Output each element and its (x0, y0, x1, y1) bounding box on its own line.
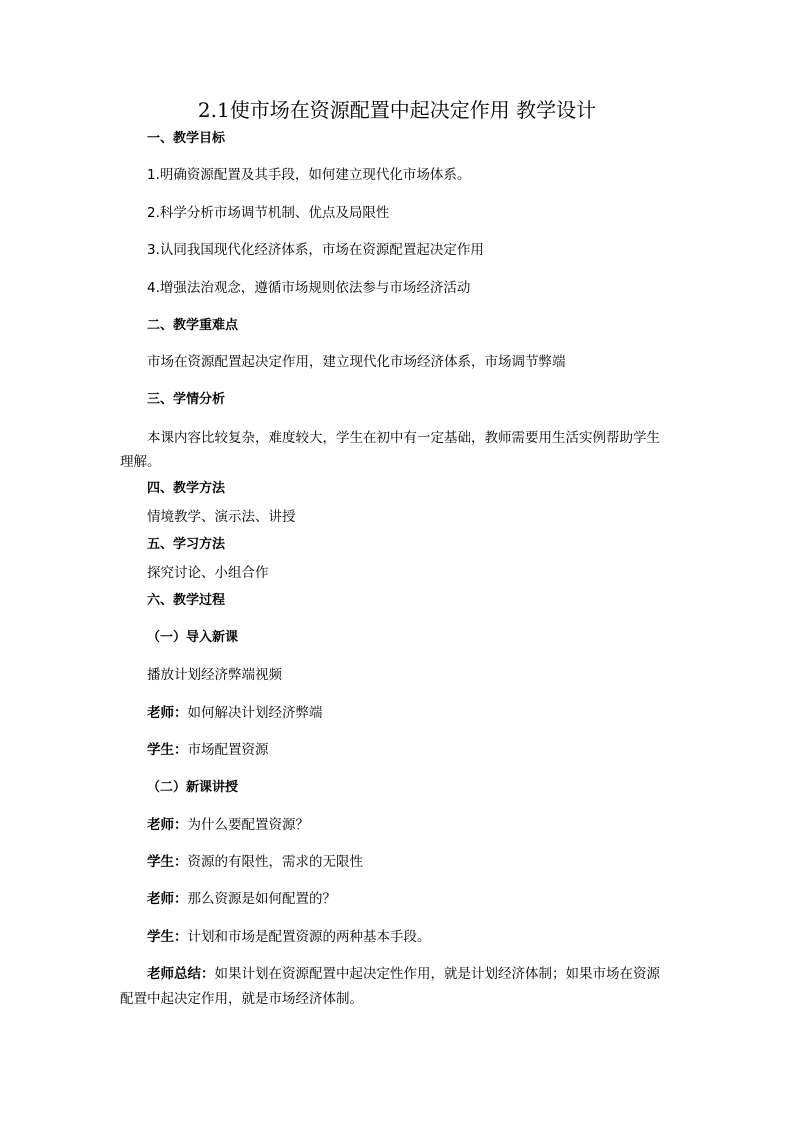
speaker-label: 学生： (147, 742, 188, 758)
summary-line-2: 配置中起决定作用，就是市场经济体制。 (120, 991, 363, 1007)
dialogue-line (147, 854, 363, 870)
objective-4: 4.增强法治观念，遵循市场规则依法参与市场经济活动 (147, 280, 471, 296)
teaching-methods-text: 情境教学、演示法、讲授 (147, 509, 296, 525)
student-analysis-line-1: 本课内容比较复杂，难度较大，学生在初中有一定基础，教师需要用生活实例帮助学生 (147, 430, 660, 446)
objective-2: 2.科学分析市场调节机制、优点及局限性 (147, 205, 390, 221)
heading-teaching-methods: 四、教学方法 (147, 481, 226, 496)
dialogue-text: 如何解决计划经济弊端 (187, 705, 323, 721)
dialogue-text: 那么资源是如何配置的？ (187, 891, 336, 907)
dialogue-line (147, 705, 323, 721)
heading-teaching-process: 六、教学过程 (147, 593, 226, 608)
heading-objectives: 一、教学目标 (147, 131, 226, 146)
dialogue-line (147, 817, 309, 833)
speaker-label: 老师： (147, 705, 188, 721)
dialogue-text: 资源的有限性，需求的无限性 (187, 854, 363, 870)
heading-new-lesson: （二）新课讲授 (147, 780, 239, 795)
heading-student-analysis: 三、学情分析 (147, 392, 226, 407)
heading-key-points: 二、教学重难点 (147, 318, 239, 333)
dialogue-line (147, 891, 336, 907)
objective-1: 1.明确资源配置及其手段，如何建立现代化市场体系。 (147, 167, 471, 183)
summary-text: 如果计划在资源配置中起决定性作用，就是计划经济体制；如果市场在资源 (214, 966, 660, 982)
summary-line-1 (147, 966, 660, 982)
student-analysis-line-2: 理解。 (120, 454, 161, 470)
dialogue-line (147, 742, 269, 758)
key-points-text: 市场在资源配置起决定作用，建立现代化市场经济体系，市场调节弊端 (147, 354, 566, 370)
speaker-label: 老师： (147, 817, 188, 833)
speaker-label: 老师： (147, 891, 188, 907)
dialogue-line (147, 929, 431, 945)
dialogue-text: 计划和市场是配置资源的两种基本手段。 (187, 929, 431, 945)
heading-introduction: （一）导入新课 (147, 630, 239, 645)
speaker-label: 学生： (147, 929, 188, 945)
introduction-text: 播放计划经济弊端视频 (147, 667, 282, 683)
summary-label: 老师总结： (147, 966, 215, 982)
heading-learning-methods: 五、学习方法 (147, 537, 226, 552)
page-title: 2.1使市场在资源配置中起决定作用 教学设计 (197, 98, 597, 122)
learning-methods-text: 探究讨论、小组合作 (147, 565, 269, 581)
dialogue-text: 为什么要配置资源？ (187, 817, 309, 833)
dialogue-text: 市场配置资源 (187, 742, 269, 758)
speaker-label: 学生： (147, 854, 188, 870)
objective-3: 3.认同我国现代化经济体系，市场在资源配置起决定作用 (147, 242, 484, 258)
